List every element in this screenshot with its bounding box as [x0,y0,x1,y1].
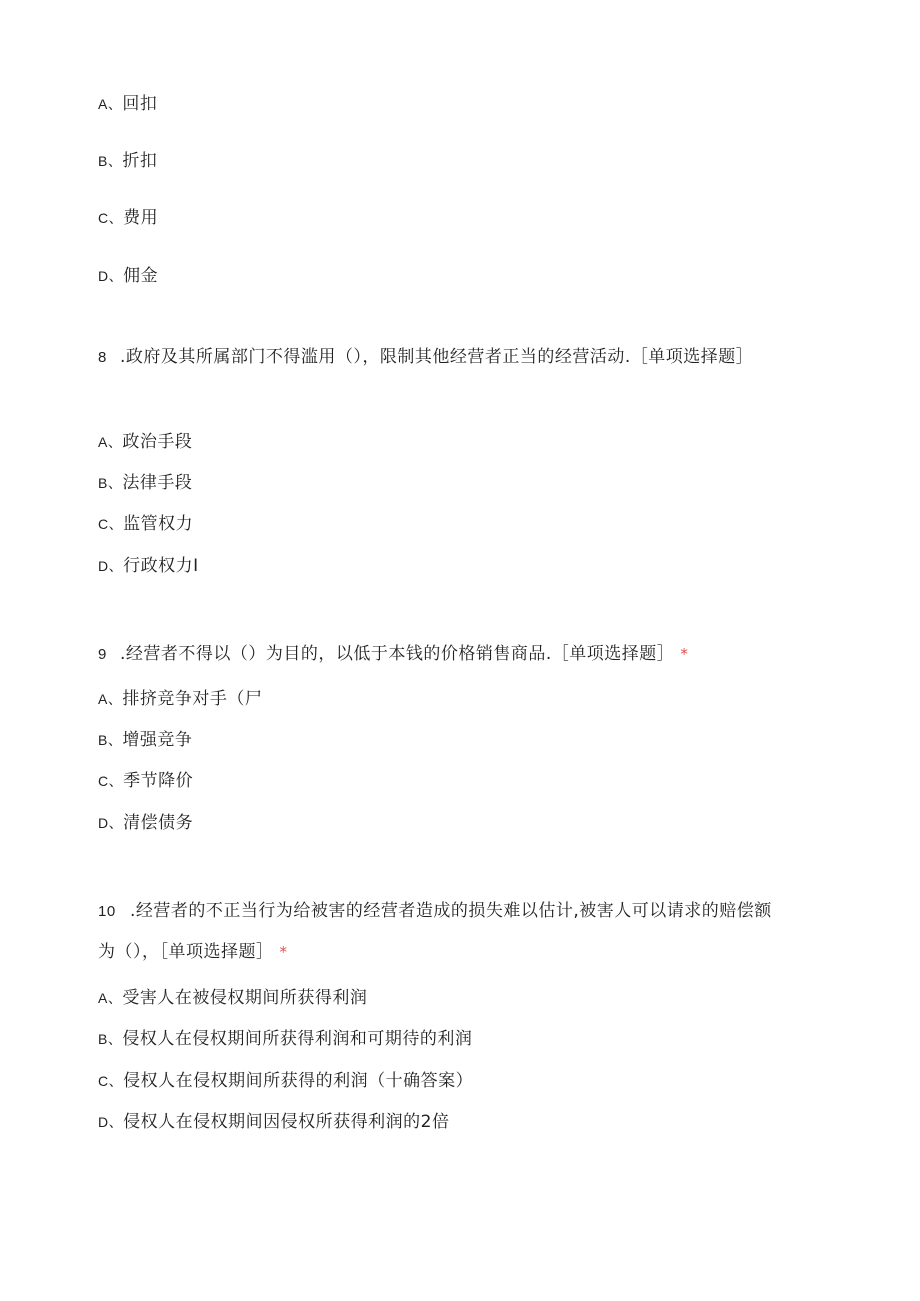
option-letter: A、 [98,434,123,450]
q10-question-line2 [98,941,288,963]
option-text: 侵权人在侵权期间所获得利润和可期待的利润 [122,1029,473,1049]
option-text: 政治手段 [122,432,193,452]
q7-option-a[interactable] [98,93,157,115]
q8-option-c[interactable] [98,513,193,535]
option-text: 回扣 [122,94,158,114]
option-text: 增强竞争 [122,730,193,750]
option-letter: D、 [98,815,124,831]
q9-question [98,643,688,666]
option-letter: B、 [98,475,123,491]
option-letter: D、 [98,1114,124,1130]
q7-option-b[interactable] [98,150,157,172]
option-text: 侵权人在侵权期间因侵权所获得利润的2倍 [123,1112,450,1132]
q10-option-a[interactable] [98,987,367,1009]
option-letter: A、 [98,691,123,707]
q10-question-line1 [98,900,772,923]
option-letter: C、 [98,1073,124,1089]
q10-option-b[interactable] [98,1028,472,1050]
q7-option-d[interactable] [98,265,158,287]
q10-option-d[interactable] [98,1111,449,1133]
question-number: 8 [98,349,107,366]
option-letter: C、 [98,210,124,226]
option-letter: A、 [98,96,123,112]
option-text: 佣金 [123,266,159,286]
option-letter: C、 [98,516,124,532]
q8-option-a[interactable] [98,431,192,453]
required-mark: * [680,645,689,663]
question-text-continued: 为（），［单项选择题］ [98,942,274,962]
option-letter: D、 [98,268,124,284]
q10-option-c[interactable] [98,1070,473,1092]
option-text: 折扣 [122,151,158,171]
option-text: 清偿债务 [123,813,194,833]
option-text: 监管权力 [123,514,194,534]
option-letter: B、 [98,1031,123,1047]
q9-option-b[interactable] [98,729,192,751]
q9-option-d[interactable] [98,812,193,834]
option-text: 法律手段 [122,473,193,493]
question-number: 9 [98,646,107,663]
option-text: 受害人在被侵权期间所获得利润 [122,988,368,1008]
q8-option-b[interactable] [98,472,192,494]
option-letter: D、 [98,558,124,574]
option-text: 费用 [123,208,159,228]
q9-option-a[interactable] [98,688,262,710]
q7-option-c[interactable] [98,207,158,229]
q9-option-c[interactable] [98,770,193,792]
option-letter: A、 [98,990,123,1006]
option-letter: C、 [98,773,124,789]
option-text: 行政权力I [123,556,199,576]
required-mark: * [279,943,288,961]
option-text: 排挤竞争对手（尸 [122,689,263,709]
option-letter: B、 [98,153,123,169]
option-letter: B、 [98,732,123,748]
q8-question [98,346,753,369]
question-text: .经营者的不正当行为给被害的经营者造成的损失难以估计,被害人可以请求的赔偿额 [130,901,772,921]
q8-option-d[interactable] [98,555,199,577]
option-text: 季节降价 [123,771,194,791]
question-text: .政府及其所属部门不得滥用（），限制其他经营者正当的经营活动.［单项选择题］ [120,347,754,367]
option-text: 侵权人在侵权期间所获得的利润（十确答案） [123,1071,474,1091]
question-number: 10 [98,903,116,920]
question-text: .经营者不得以（）为目的，以低于本钱的价格销售商品.［单项选择题］ [120,644,675,664]
